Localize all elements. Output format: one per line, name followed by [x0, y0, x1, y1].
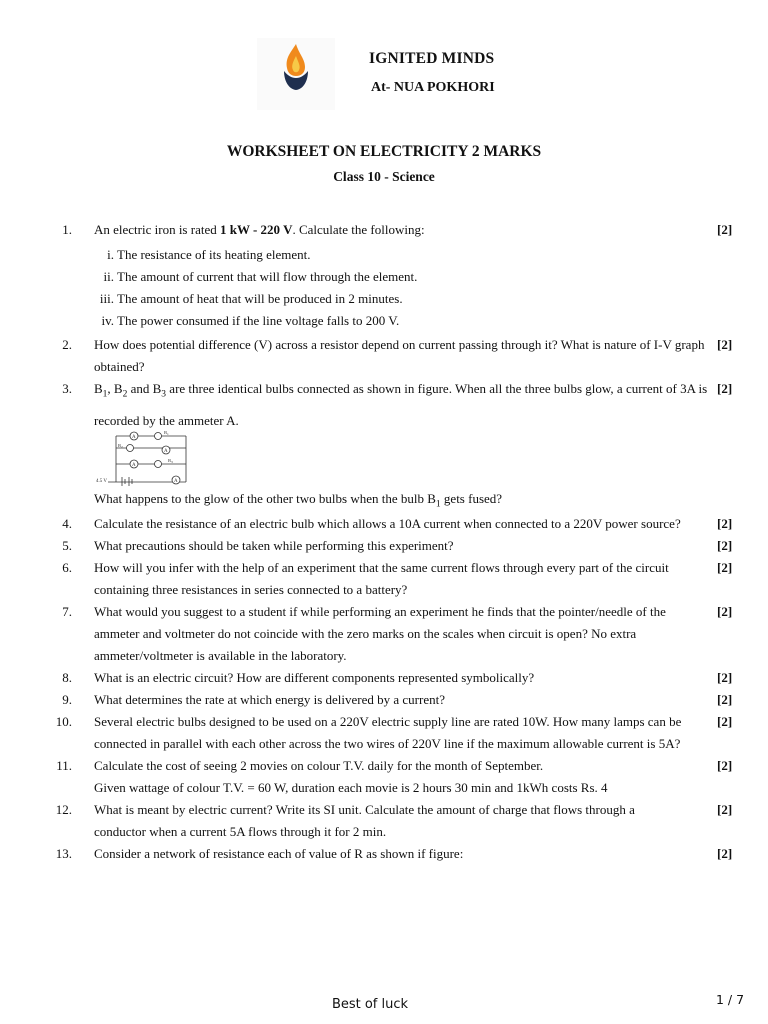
sub-question: i. The resistance of its heating element. [107, 247, 311, 262]
flame-head-logo-icon [257, 38, 335, 110]
question-text: How will you infer with the help of an experiment that the same current flows through every part of the circuit containing three resistances in series connected to a battery? [94, 560, 669, 597]
header [0, 38, 768, 118]
question-text: Calculate the cost of seeing 2 movies on colour T.V. daily for the month of September. [94, 758, 544, 773]
question-text: What is meant by electric current? Write its SI unit. Calculate the amount of charge that flows through a conductor when a current 5A flows through it for 2 min. [94, 802, 635, 839]
marks-badge: [2] [717, 222, 733, 237]
circuit-diagram [96, 430, 192, 486]
question-text: Consider a network of resistance each of value of R as shown if figure: [94, 846, 464, 861]
question-text: What would you suggest to a student if while performing an experiment he finds that the pointer/needle of the ammeter and voltmeter do not coincide with the zero marks on the scales when circuit is open? No extra ammeter/voltmeter is available in the laboratory. [94, 604, 666, 663]
marks-badge: [2] [717, 802, 733, 817]
worksheet-subtitle: Class 10 - Science [333, 169, 435, 184]
question-3-followup: What happens to the glow of the other two bulbs when the bulb $B_1$ gets fused? [94, 491, 503, 510]
question-text: An electric iron is rated 1 kW - 220 V. Calculate the following: [94, 222, 425, 237]
question-text: What precautions should be taken while performing this experiment? [94, 538, 454, 553]
question-number: 3. [62, 381, 72, 396]
marks-badge: [2] [717, 381, 733, 396]
bulb-label: $B_1$ [164, 430, 169, 436]
worksheet-title: WORKSHEET ON ELECTRICITY 2 MARKS [226, 143, 542, 160]
question-number: 10. [55, 714, 72, 729]
question-text: Calculate the resistance of an electric bulb which allows a 10A current when connected to a 220V power source? [94, 516, 681, 531]
question-number: 12. [55, 802, 72, 817]
marks-badge: [2] [717, 538, 733, 553]
question-number: 1. [62, 222, 72, 237]
question-text: What determines the rate at which energy is delivered by a current? [94, 692, 445, 707]
question-text: What is an electric circuit? How are different components represented symbolically? [94, 670, 535, 685]
sub-question: ii. The amount of current that will flow through the element. [103, 269, 418, 284]
question-number: 2. [62, 337, 72, 352]
question-number: 4. [62, 516, 72, 531]
question-number: 13. [55, 846, 72, 861]
question-text: Several electric bulbs designed to be used on a 220V electric supply line are rated 10W. How many lamps can be connected in parallel with each other across the two wires of 220V line if the maximum allowable current is 5A? [94, 714, 682, 751]
question-number: 11. [56, 758, 72, 773]
bulb-label: $B_3$ [168, 458, 173, 464]
institute-location: At- NUA POKHORI [371, 80, 495, 95]
question-number: 9. [62, 692, 72, 707]
marks-badge: [2] [717, 516, 733, 531]
institute-name: IGNITED MINDS [369, 50, 495, 67]
question-number: 5. [62, 538, 72, 553]
marks-badge: [2] [717, 670, 733, 685]
question-number: 8. [62, 670, 72, 685]
marks-badge: [2] [717, 758, 733, 773]
page-number: 1 / 7 [716, 992, 745, 1007]
question-number: 6. [62, 560, 72, 575]
sub-question: iii. The amount of heat that will be produced in 2 minutes. [99, 291, 403, 306]
question-text: How does potential difference (V) across a resistor depend on current passing through it? What is nature of I-V graph obtained? [94, 337, 705, 374]
marks-badge: [2] [717, 692, 733, 707]
question-text: $B_1$, $B_2$ and $B_3$ are three identical bulbs connected as shown in figure. When all the three bulbs glow, a current of 3A is recorded by the ammeter A. [94, 381, 708, 428]
ammeter-label: A [174, 479, 178, 484]
battery-label: 4.5 V [96, 479, 108, 484]
footer-text: Best of luck [331, 997, 409, 1012]
marks-badge: [2] [717, 337, 733, 352]
ammeter-label: A [132, 463, 136, 468]
ammeter-label: A [132, 435, 136, 440]
marks-badge: [2] [717, 846, 733, 861]
sub-question: iv. The power consumed if the line voltage falls to 200 V. [101, 313, 400, 328]
marks-badge: [2] [717, 714, 733, 729]
marks-badge: [2] [717, 560, 733, 575]
ammeter-label: A [164, 449, 168, 454]
marks-badge: [2] [717, 604, 733, 619]
bulb-label: $B_2$ [118, 443, 123, 449]
question-number: 7. [62, 604, 72, 619]
question-11-given: Given wattage of colour T.V. = 60 W, duration each movie is 2 hours 30 min and 1kWh costs Rs. 4 [94, 780, 608, 795]
